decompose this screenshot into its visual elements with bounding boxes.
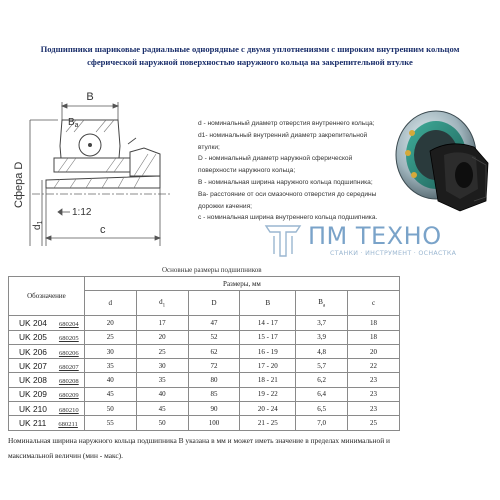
dimensions-table — [8, 276, 400, 431]
designation-name: UK 204 — [19, 317, 47, 328]
column-header-c: c — [348, 291, 400, 316]
legend-line: B - номинальная ширина наружного кольца подшипника; — [198, 178, 373, 186]
logo-mark-icon — [262, 224, 304, 258]
arrow-head — [113, 104, 118, 108]
cell-value: 20 — [136, 330, 188, 344]
cell-value: 6,2 — [296, 373, 348, 387]
cell-designation — [9, 402, 85, 416]
legend-line: d - номинальный диаметр отверстия внутреннего кольца; — [198, 120, 375, 127]
cell-value: 3,7 — [296, 316, 348, 330]
designation-name: UK 211 — [19, 418, 47, 429]
cell-value: 25 — [348, 416, 400, 430]
dimension-legend — [198, 118, 403, 224]
cell-value: 35 — [136, 373, 188, 387]
title-line-1: Подшипники шариковые радиальные однорядные с двумя уплотнениями с широким внутренним кольцом — [40, 44, 460, 54]
legend-line: с - номинальная ширина внутреннего кольца подшипника. — [198, 214, 378, 222]
table-header-row — [9, 277, 400, 291]
cell-value: 55 — [84, 416, 136, 430]
table-caption: Основные размеры подшипников — [162, 266, 262, 274]
cell-value: 17 — [136, 316, 188, 330]
legend-line: d1- номинальный внутренний диаметр закрепительной — [198, 131, 368, 139]
column-header-Ba: $B_a$ — [296, 291, 348, 316]
designation-name: UK 207 — [19, 360, 47, 371]
footnote-line-1: Номинальная ширина наружного кольца подшипника B указана в мм и может иметь значение в пределах минимальной и — [8, 436, 390, 445]
cell-designation — [9, 359, 85, 373]
cell-value: 4,8 — [296, 344, 348, 358]
label-sphere-d: Сфера D — [13, 161, 25, 208]
cell-designation — [9, 344, 85, 358]
part-code-link[interactable]: 680211 — [58, 421, 78, 429]
label-c: c — [100, 224, 106, 236]
cell-value: 17 - 20 — [240, 359, 296, 373]
cell-value: 25 — [84, 330, 136, 344]
cell-value: 23 — [348, 373, 400, 387]
cell-value: 7,0 — [296, 416, 348, 430]
part-code-link[interactable]: 680210 — [58, 406, 79, 414]
cell-value: 15 - 17 — [240, 330, 296, 344]
cell-value: 14 - 17 — [240, 316, 296, 330]
cell-value: 5,7 — [296, 359, 348, 373]
cell-value: 18 — [348, 330, 400, 344]
table-row — [9, 402, 400, 416]
table-row — [9, 316, 400, 330]
label-taper: 1:12 — [72, 207, 92, 218]
cell-value: 20 — [348, 344, 400, 358]
cell-value: 16 - 19 — [240, 344, 296, 358]
label-ba: $B_a$ — [68, 117, 79, 129]
designation-name: UK 209 — [19, 389, 47, 400]
footnote — [8, 433, 488, 463]
designation-name: UK 206 — [19, 346, 47, 357]
label-d1: $d_1$ — [32, 220, 44, 230]
table-row — [9, 359, 400, 373]
column-header-B: B — [240, 291, 296, 316]
part-code-link[interactable]: 680208 — [58, 378, 79, 386]
bearing-illustration — [390, 105, 495, 220]
column-header-d: d — [84, 291, 136, 316]
cell-value: 47 — [188, 316, 240, 330]
part-code-link[interactable]: 680207 — [58, 363, 79, 371]
cell-value: 45 — [84, 387, 136, 401]
cell-designation — [9, 416, 85, 430]
cell-value: 85 — [188, 387, 240, 401]
footnote-line-2: максимальной величин (мин - макс). — [8, 451, 123, 460]
cell-value: 90 — [188, 402, 240, 416]
column-group-header: Размеры, мм — [84, 277, 399, 291]
legend-line: дорожки качения; — [198, 202, 252, 210]
designation-name: UK 210 — [19, 403, 47, 414]
cell-value: 25 — [136, 344, 188, 358]
column-header-designation: Обозначение — [9, 277, 85, 316]
table-row — [9, 373, 400, 387]
designation-name: UK 208 — [19, 375, 47, 386]
table-row — [9, 416, 400, 430]
cell-designation — [9, 316, 85, 330]
cell-value: 3,9 — [296, 330, 348, 344]
cell-value: 40 — [84, 373, 136, 387]
part-code-link[interactable]: 680205 — [58, 335, 79, 343]
legend-line: D - номинальный диаметр наружной сферической — [198, 155, 353, 163]
cell-value: 23 — [348, 387, 400, 401]
cell-value: 18 — [348, 316, 400, 330]
cell-value: 20 - 24 — [240, 402, 296, 416]
cell-value: 19 - 22 — [240, 387, 296, 401]
table-row — [9, 330, 400, 344]
legend-line: Ba- расстояние от оси смазочного отверстия до середины — [198, 190, 377, 198]
cell-value: 62 — [188, 344, 240, 358]
cell-value: 52 — [188, 330, 240, 344]
cell-designation — [9, 330, 85, 344]
table-row — [9, 387, 400, 401]
cell-value: 6,4 — [296, 387, 348, 401]
table-row — [9, 344, 400, 358]
column-header-d1: $d_1$ — [136, 291, 188, 316]
cell-value: 30 — [136, 359, 188, 373]
part-code-link[interactable]: 680209 — [58, 392, 79, 400]
part-code-link[interactable]: 680204 — [58, 320, 79, 328]
cell-value: 6,5 — [296, 402, 348, 416]
legend-line: втулки; — [198, 143, 220, 151]
cell-value: 22 — [348, 359, 400, 373]
cell-value: 72 — [188, 359, 240, 373]
cell-value: 23 — [348, 402, 400, 416]
part-code-link[interactable]: 680206 — [58, 349, 79, 357]
table-body — [9, 316, 400, 430]
cell-value: 35 — [84, 359, 136, 373]
cell-value: 50 — [136, 416, 188, 430]
cell-value: 40 — [136, 387, 188, 401]
bearing-cross-section-drawing — [10, 88, 195, 260]
cell-value: 45 — [136, 402, 188, 416]
label-b: B — [86, 91, 94, 103]
cell-value: 21 - 25 — [240, 416, 296, 430]
cell-value: 50 — [84, 402, 136, 416]
cell-designation — [9, 373, 85, 387]
cell-value: 80 — [188, 373, 240, 387]
page-title — [6, 43, 494, 69]
logo-brand-text: ПМ ТЕХНО — [308, 222, 442, 250]
cell-value: 18 - 21 — [240, 373, 296, 387]
cell-value: 20 — [84, 316, 136, 330]
cell-designation — [9, 387, 85, 401]
brand-logo — [262, 222, 472, 282]
legend-line: поверхности наружного кольца; — [198, 167, 296, 175]
logo-tagline: СТАНКИ · ИНСТРУМЕНТ · ОСНАСТКА — [330, 250, 457, 257]
designation-name: UK 205 — [19, 332, 47, 343]
cell-value: 30 — [84, 344, 136, 358]
arrow-head — [62, 104, 67, 108]
cell-value: 100 — [188, 416, 240, 430]
title-line-2: сферической наружной поверхностью наружного кольца на закрепительной втулке — [87, 57, 413, 67]
column-header-D: D — [188, 291, 240, 316]
